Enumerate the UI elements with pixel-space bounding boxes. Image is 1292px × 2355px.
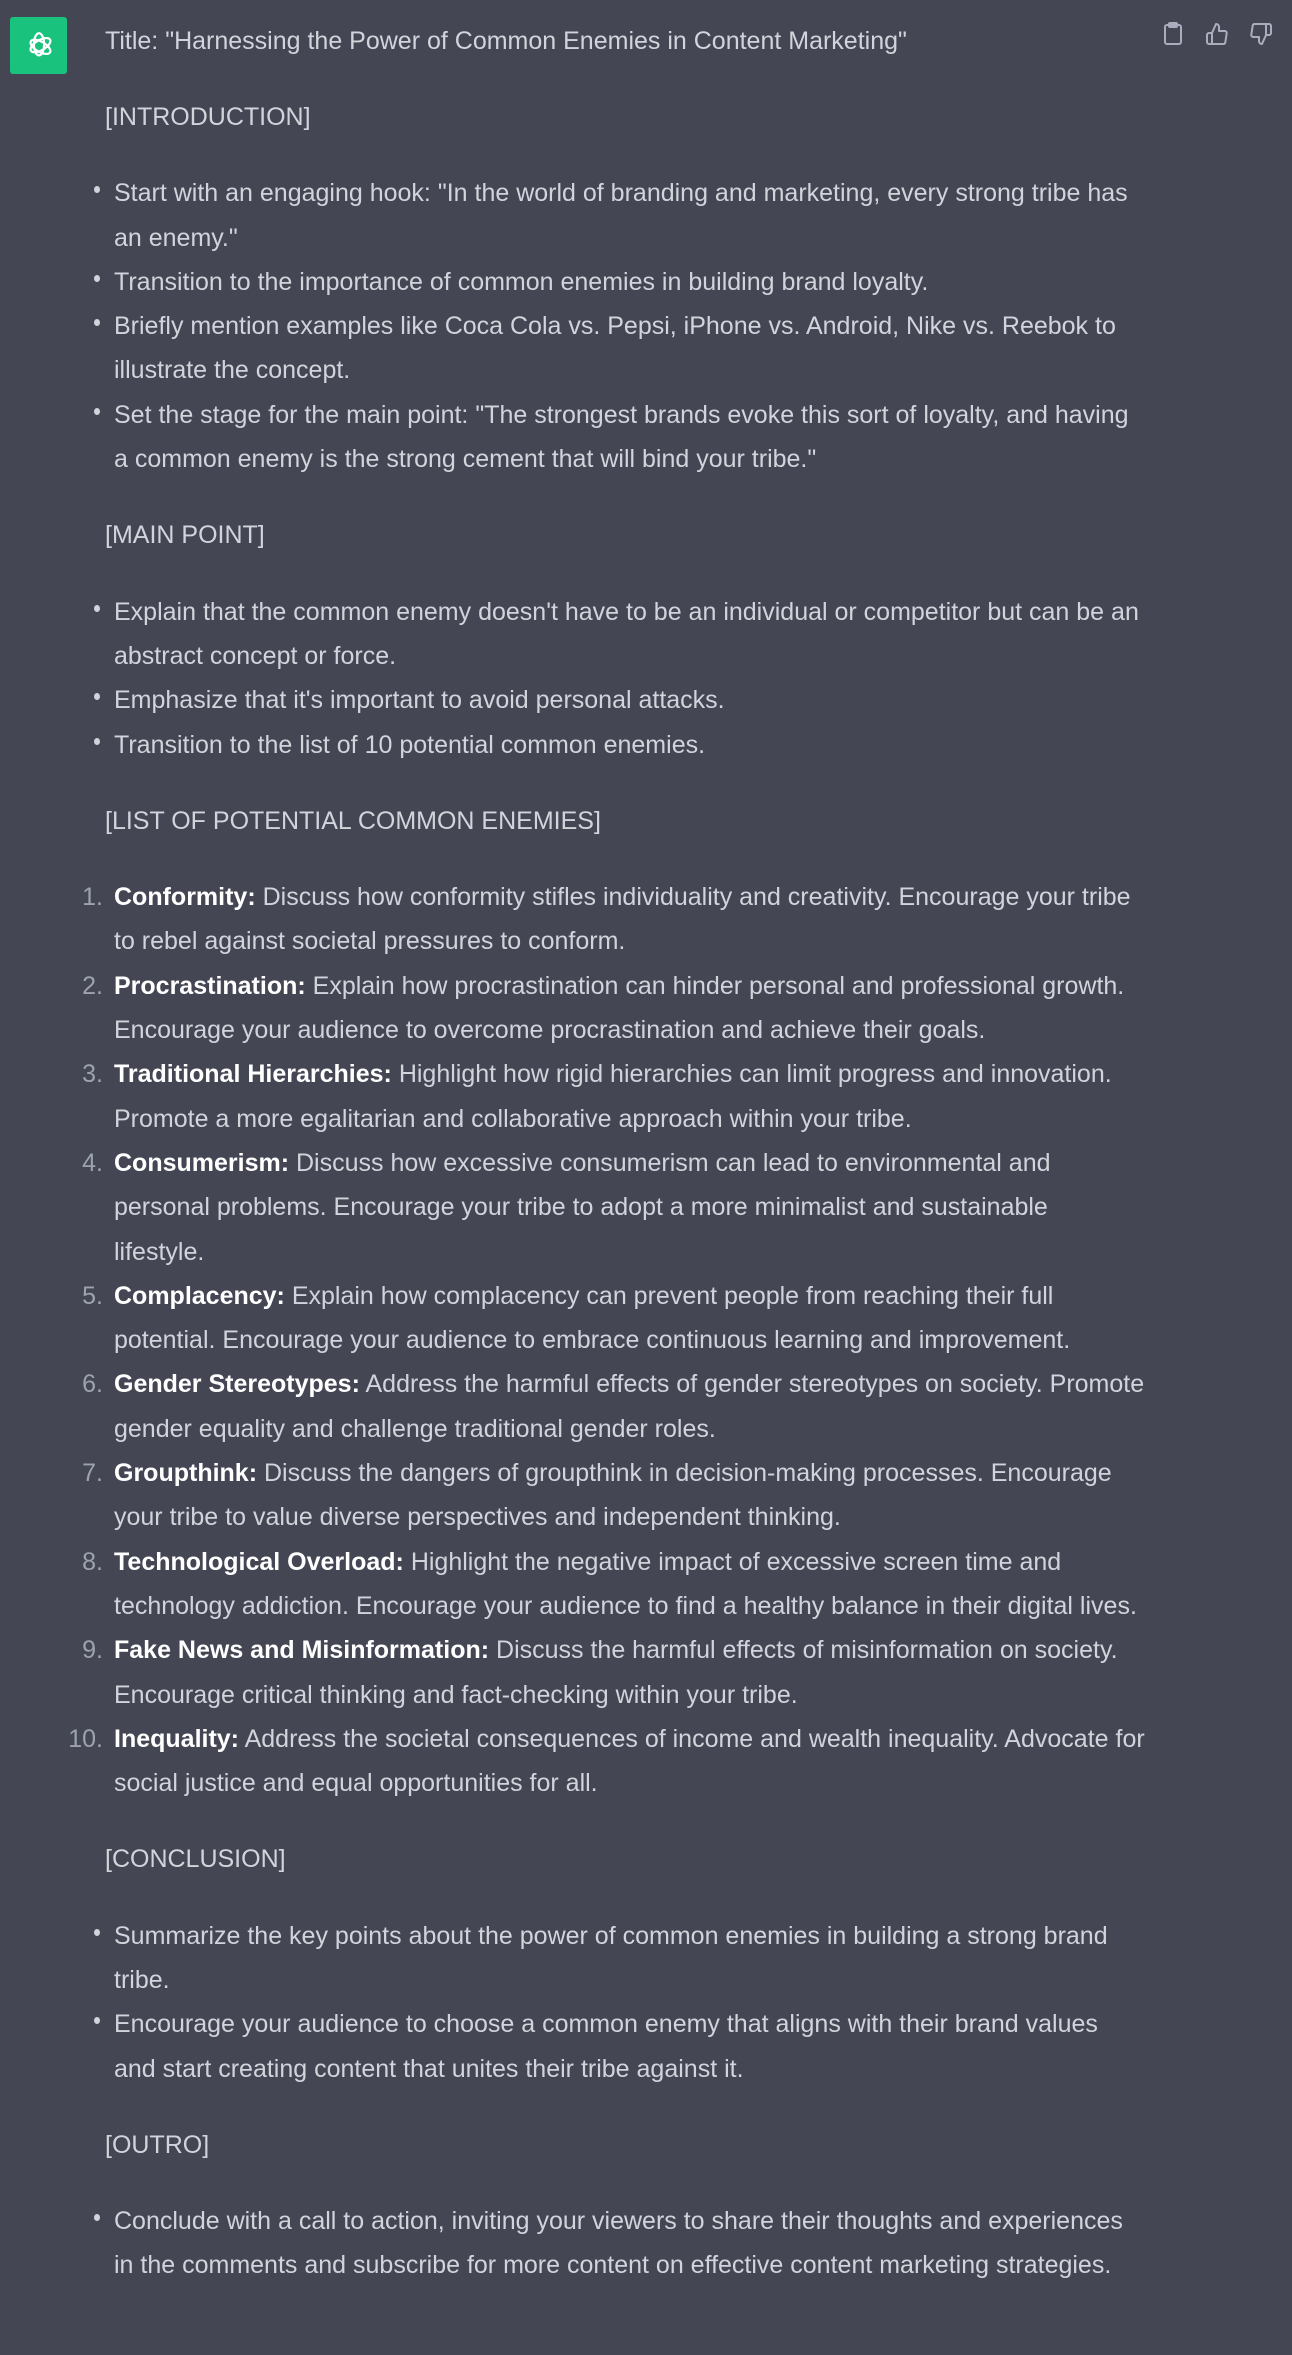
- item-term: Conformity:: [114, 883, 256, 912]
- section-heading-main-point: [MAIN POINT]: [105, 521, 265, 550]
- item-text: Discuss the dangers of groupthink in decision-making processes. Encourage your tribe to value diverse perspectives and independent thinking.: [114, 1459, 1112, 1532]
- enemy-item: [82, 1274, 1145, 1363]
- item-number: 6.: [82, 1370, 103, 1399]
- item-number: 8.: [82, 1547, 103, 1576]
- item-text: Discuss how conformity stifles individuality and creativity. Encourage your tribe to rebel against societal pressures to conform.: [114, 883, 1131, 956]
- message-actions: [1160, 20, 1274, 48]
- item-number: 4.: [82, 1148, 103, 1177]
- message-content: [68, 19, 1145, 2288]
- section-heading-conclusion: [CONCLUSION]: [105, 1845, 286, 1874]
- introduction-list: [105, 171, 1145, 481]
- list-item: Conclude with a call to action, inviting your viewers to share their thoughts and experiences in the comments and subscribe for more content on effective content marketing strategies.: [105, 2199, 1145, 2288]
- item-number: 2.: [82, 971, 103, 1000]
- enemy-item: [82, 1628, 1145, 1717]
- clipboard-icon: [1163, 22, 1183, 46]
- item-term: Groupthink:: [114, 1459, 258, 1488]
- section-heading-enemies-list: [LIST OF POTENTIAL COMMON ENEMIES]: [105, 806, 601, 835]
- thumbs-down-icon: [1249, 22, 1273, 46]
- outro-list: [105, 2199, 1145, 2288]
- list-item: Emphasize that it's important to avoid personal attacks.: [105, 678, 1145, 722]
- section-heading-outro: [OUTRO]: [105, 2130, 210, 2159]
- assistant-avatar: [10, 17, 67, 74]
- item-text: Highlight the negative impact of excessive screen time and technology addiction. Encourage your audience to find a healthy balance in their digital lives.: [114, 1547, 1137, 1620]
- item-number: 3.: [82, 1060, 103, 1089]
- main-point-list: [105, 590, 1145, 767]
- item-term: Consumerism:: [114, 1148, 290, 1177]
- conclusion-list: [105, 1914, 1145, 2091]
- item-number: 1.: [82, 883, 103, 912]
- list-item: Briefly mention examples like Coca Cola vs. Pepsi, iPhone vs. Android, Nike vs. Reebok to illustrate the concept.: [105, 304, 1145, 393]
- thumbs-down-button[interactable]: [1248, 20, 1274, 48]
- item-term: Complacency:: [114, 1281, 285, 1310]
- thumbs-up-icon: [1205, 22, 1229, 46]
- item-text: Discuss how excessive consumerism can lead to environmental and personal problems. Encourage your tribe to adopt a more minimalist and sustainable lifestyle.: [114, 1148, 1051, 1266]
- enemy-item: [82, 964, 1145, 1053]
- list-item: Start with an engaging hook: "In the world of branding and marketing, every strong tribe has an enemy.": [105, 171, 1145, 260]
- item-term: Technological Overload:: [114, 1547, 404, 1576]
- item-number: 7.: [82, 1459, 103, 1488]
- item-text: Highlight how rigid hierarchies can limit progress and innovation. Promote a more egalitarian and collaborative approach within your tribe.: [114, 1060, 1112, 1133]
- enemy-item: [82, 1540, 1145, 1629]
- item-text: Discuss the harmful effects of misinformation on society. Encourage critical thinking and fact-checking within your tribe.: [114, 1636, 1118, 1709]
- item-term: Procrastination:: [114, 971, 306, 1000]
- list-item: Summarize the key points about the power of common enemies in building a strong brand tribe.: [105, 1914, 1145, 2003]
- item-term: Inequality:: [114, 1724, 240, 1753]
- list-item: Transition to the importance of common enemies in building brand loyalty.: [105, 260, 1145, 304]
- copy-button[interactable]: [1160, 20, 1186, 48]
- enemy-item: [82, 1141, 1145, 1274]
- item-term: Gender Stereotypes:: [114, 1370, 360, 1399]
- item-number: 10.: [68, 1724, 103, 1753]
- list-item: Set the stage for the main point: "The strongest brands evoke this sort of loyalty, and having a common enemy is the strong cement that will bind your tribe.": [105, 393, 1145, 482]
- section-heading-introduction: [INTRODUCTION]: [105, 103, 311, 131]
- openai-logo-icon: [22, 29, 56, 63]
- list-item: Explain that the common enemy doesn't have to be an individual or competitor but can be an abstract concept or force.: [105, 590, 1145, 679]
- item-text: Address the harmful effects of gender stereotypes on society. Promote gender equality and challenge traditional gender roles.: [114, 1370, 1145, 1443]
- enemy-item: [82, 1451, 1145, 1540]
- enemies-list: [68, 875, 1145, 1805]
- enemy-item: [68, 1717, 1145, 1806]
- message-title: Title: "Harnessing the Power of Common Enemies in Content Marketing": [105, 27, 907, 55]
- list-item: Encourage your audience to choose a common enemy that aligns with their brand values and start creating content that unites their tribe against it.: [105, 2002, 1145, 2091]
- item-text: Explain how complacency can prevent people from reaching their full potential. Encourage your audience to embrace continuous learning and improvement.: [114, 1281, 1071, 1355]
- item-term: Traditional Hierarchies:: [114, 1060, 392, 1089]
- item-text: Address the societal consequences of income and wealth inequality. Advocate for social justice and equal opportunities for all.: [114, 1724, 1145, 1798]
- item-term: Fake News and Misinformation:: [114, 1636, 490, 1665]
- enemy-item: [82, 1362, 1145, 1451]
- item-number: 9.: [82, 1636, 103, 1665]
- enemy-item: [82, 875, 1145, 964]
- item-text: Explain how procrastination can hinder personal and professional growth. Encourage your audience to overcome procrastination and achieve their goals.: [114, 971, 1125, 1045]
- list-item: Transition to the list of 10 potential common enemies.: [105, 723, 1145, 767]
- thumbs-up-button[interactable]: [1204, 20, 1230, 48]
- item-number: 5.: [82, 1281, 103, 1310]
- enemy-item: [82, 1052, 1145, 1141]
